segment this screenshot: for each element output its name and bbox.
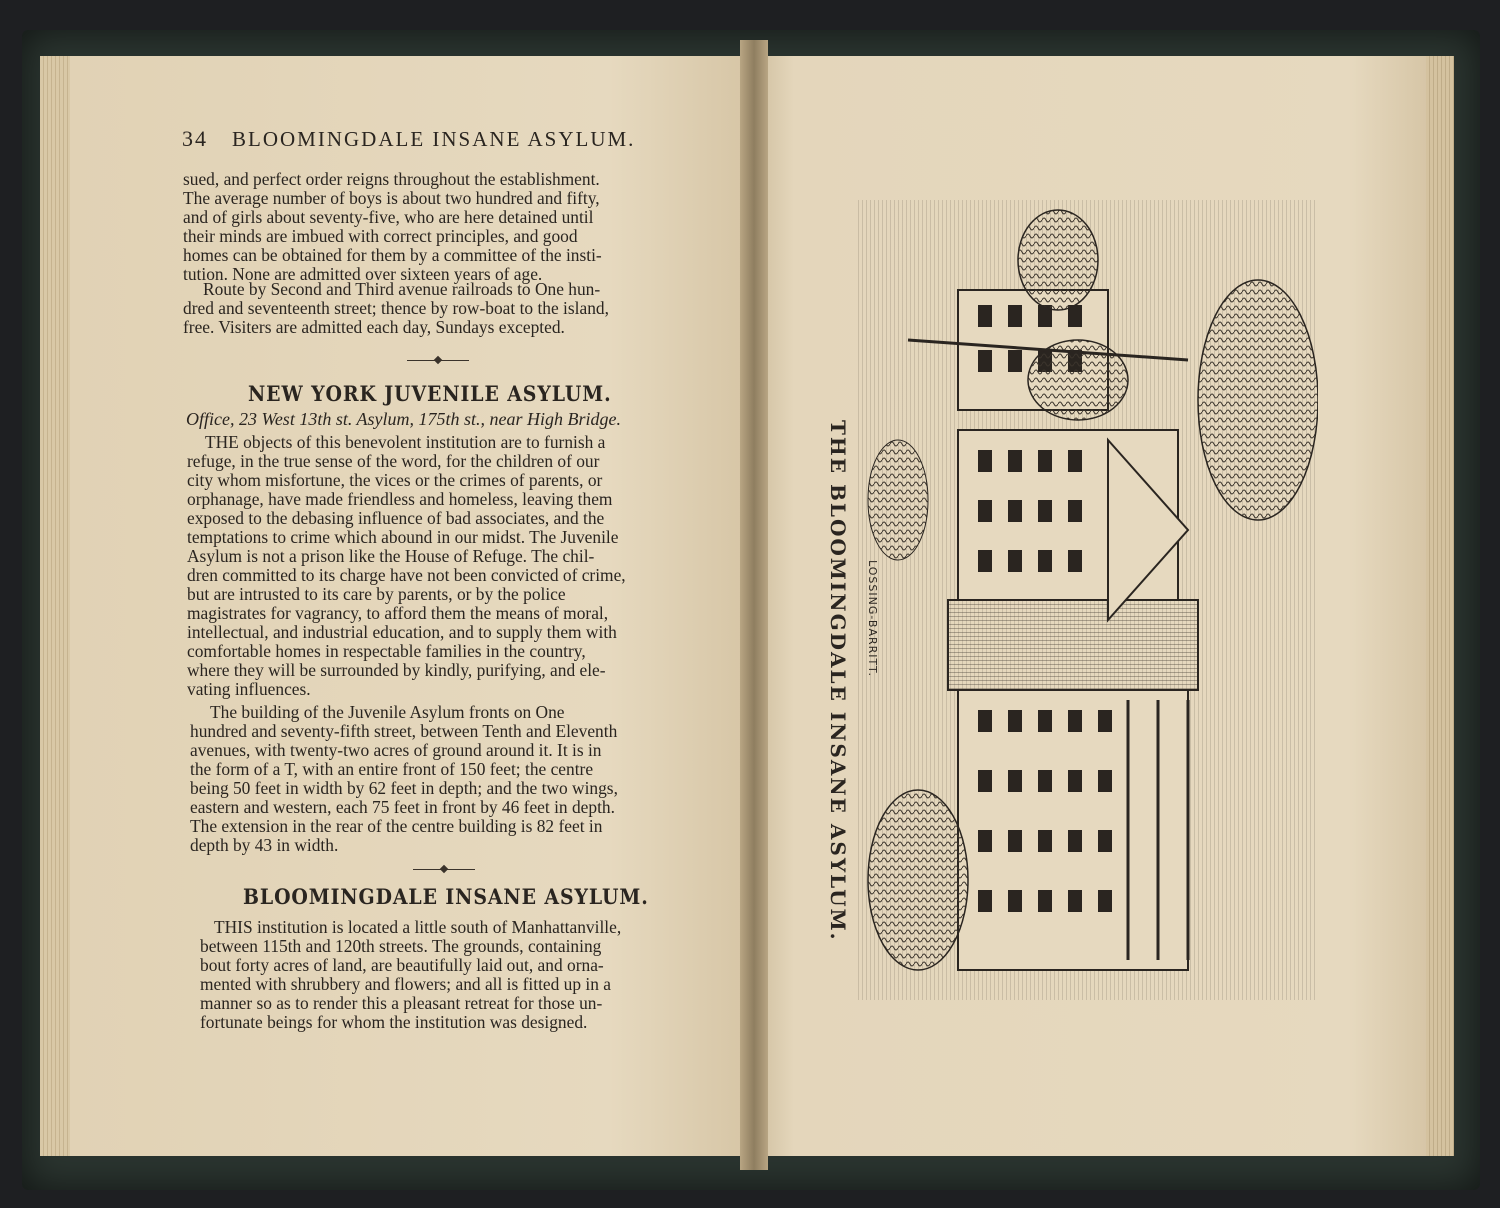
paragraph-5: [200, 918, 621, 1032]
text-line: dren committed to its charge have not been convicted of crime,: [187, 565, 626, 585]
text-line: The average number of boys is about two hundred and fifty,: [183, 188, 600, 208]
paragraph-4: [190, 703, 618, 855]
text-line: sued, and perfect order reigns throughout the establishment.: [183, 169, 600, 189]
text-line: THE objects of this benevolent institution are to furnish a: [205, 432, 606, 452]
text-line: THIS institution is located a little south of Manhattanville,: [214, 917, 622, 937]
text-line: magistrates for vagrancy, to afford them the means of moral,: [187, 603, 609, 623]
text-line: The building of the Juvenile Asylum fronts on One: [210, 702, 565, 722]
text-line: The extension in the rear of the centre building is 82 feet in: [190, 816, 603, 836]
section-title-juvenile-asylum: NEW YORK JUVENILE ASYLUM.: [248, 381, 612, 406]
text-line: being 50 feet in width by 62 feet in depth; and the two wings,: [190, 778, 618, 798]
text-line: the form of a T, with an entire front of 150 feet; the centre: [190, 759, 594, 779]
text-line: exposed to the debasing influence of bad associates, and the: [187, 508, 605, 528]
building-engraving-icon: [858, 200, 1318, 1000]
text-line: intellectual, and industrial education, and to supply them with: [187, 622, 617, 642]
text-line: and of girls about seventy-five, who are here detained until: [183, 207, 594, 227]
book-gutter: [740, 40, 768, 1170]
plate-caption: THE BLOOMINGDALE INSANE ASYLUM.: [826, 420, 850, 942]
text-line: hundred and seventy-fifth street, between Tenth and Eleventh: [190, 721, 618, 741]
text-line: refuge, in the true sense of the word, for the children of our: [187, 451, 600, 471]
text-line: dred and seventeenth street; thence by row-boat to the island,: [183, 298, 609, 318]
text-line: free. Visiters are admitted each day, Sundays excepted.: [183, 317, 565, 337]
text-line: fortunate beings for whom the institution was designed.: [200, 1012, 588, 1032]
paragraph-3: [187, 433, 626, 699]
text-line: depth by 43 in width.: [190, 835, 339, 855]
text-line: homes can be obtained for them by a committee of the insti-: [183, 245, 602, 265]
text-line: Route by Second and Third avenue railroads to One hun-: [203, 279, 601, 299]
section-subhead-address: Office, 23 West 13th st. Asylum, 175th st., near High Bridge.: [186, 409, 621, 429]
running-head-title: BLOOMINGDALE INSANE ASYLUM.: [232, 127, 636, 151]
text-line: bout forty acres of land, are beautifully laid out, and orna-: [200, 955, 604, 975]
left-page-edges: [40, 56, 70, 1156]
engraver-credit: LOSSING-BARRITT.: [866, 560, 879, 677]
running-head: [182, 126, 635, 152]
text-line: vating influences.: [187, 679, 311, 699]
text-line: temptations to crime which abound in our midst. The Juvenile: [187, 527, 619, 547]
text-line: where they will be surrounded by kindly, purifying, and ele-: [187, 660, 606, 680]
page-number: 34: [182, 126, 208, 151]
text-line: their minds are imbued with correct principles, and good: [183, 226, 578, 246]
text-line: comfortable homes in respectable families in the country,: [187, 641, 586, 661]
text-line: Asylum is not a prison like the House of Refuge. The chil-: [187, 546, 595, 566]
text-line: city whom misfortune, the vices or the crimes of parents, or: [187, 470, 603, 490]
right-page-edges: [1426, 56, 1454, 1156]
text-line: but are intrusted to its care by parents, or by the police: [187, 584, 566, 604]
text-line: manner so as to render this a pleasant retreat for those un-: [200, 993, 603, 1013]
text-line: avenues, with twenty-two acres of ground around it. It is in: [190, 740, 602, 760]
paragraph-1: [183, 170, 602, 284]
text-line: eastern and western, each 75 feet in front by 46 feet in depth.: [190, 797, 615, 817]
paragraph-2: [183, 280, 609, 337]
text-line: tution. None are admitted over sixteen years of age.: [183, 264, 543, 284]
text-line: between 115th and 120th streets. The grounds, containing: [200, 936, 602, 956]
text-line: mented with shrubbery and flowers; and all is fitted up in a: [200, 974, 611, 994]
text-line: orphanage, have made friendless and homeless, leaving them: [187, 489, 613, 509]
section-title-bloomingdale: BLOOMINGDALE INSANE ASYLUM.: [243, 884, 649, 909]
